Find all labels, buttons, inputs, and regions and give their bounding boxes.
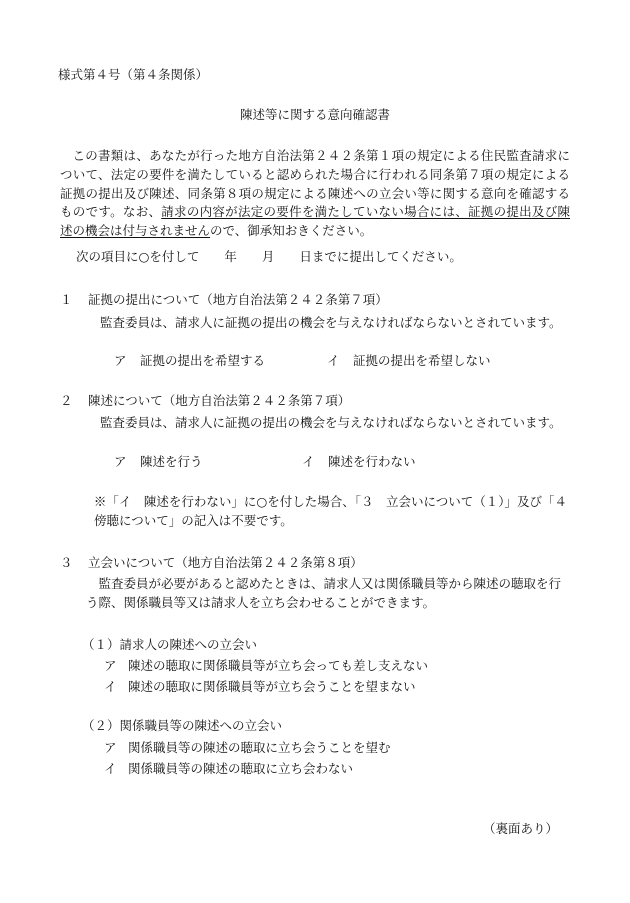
section-3-sub1-option-a[interactable] [104,657,428,676]
option-mark: イ [104,761,117,776]
intro-underlined-text: 請求の内容が法定の要件を満たしていない場合には、証拠の提出及び陳述の機会は付与されません [60,204,570,238]
section-3-sub2-option-i[interactable] [104,760,353,779]
option-label: 関係職員等の陳述の聴取に立ち会うことを望む [128,740,391,755]
intro-paragraph [60,147,570,241]
form-number: 様式第４号（第４条関係） [58,67,209,82]
section-1-title: 証拠の提出について（地方自治法第２４２条第７項） [88,292,388,307]
section-2-number: ２ [60,393,73,408]
option-label: 陳述を行う [140,454,203,469]
section-2-note: ※「イ 陳述を行わない」に○を付した場合、「３ 立会いについて（１）」及び「４傍聴について」の記入は不要です。 [93,494,568,528]
option-mark: イ [104,679,117,694]
section-2-title: 陳述について（地方自治法第２４２条第７項） [88,393,351,408]
section-3-sub2-heading: （２）関係職員等の陳述への立会い [82,718,283,733]
section-3-sub2-option-a[interactable] [104,739,391,758]
option-mark: ア [104,740,117,755]
option-mark: ア [104,658,117,673]
intro-text-2: ので、御承知おきください。 [210,223,373,238]
section-3-title: 立会いについて（地方自治法第２４２条第８項） [88,555,363,570]
section-3-number: ３ [60,555,73,570]
section-3-sub1-heading: （１）請求人の陳述への立会い [82,637,258,652]
intro-text-1: この書類は、あなたが行った地方自治法第２４２条第１項の規定による住民監査請求について、法定の要件を満たしていると認められた場合に行われる同条第７項の規定による証拠の提出及び陳述、同条第８項の規定による陳述への立会い等に関する意向を確認するものです。なお、 [60,148,570,220]
section-1-number: １ [60,292,73,307]
section-1-option-i[interactable] [327,352,491,371]
option-label: 陳述を行わない [328,454,416,469]
section-2-option-i[interactable] [302,453,416,472]
section-1-option-a[interactable] [114,352,265,371]
option-mark: ア [114,353,127,368]
option-label: 陳述の聴取に関係職員等が立ち会うことを望まない [128,679,416,694]
reverse-side-note: （裏面あり） [483,821,559,836]
option-label: 証拠の提出を希望する [140,353,266,368]
section-3-heading [60,554,363,573]
option-mark: ア [114,454,127,469]
section-3-sub1-option-i[interactable] [104,678,416,697]
option-label: 関係職員等の陳述の聴取に立ち会わない [128,761,354,776]
option-label: 陳述の聴取に関係職員等が立ち会っても差し支えない [128,658,429,673]
section-2-description: 監査委員は、請求人に証拠の提出の機会を与えなければならないとされています。 [100,415,562,430]
document-title: 陳述等に関する意向確認書 [239,107,390,122]
section-2-option-a[interactable] [114,453,203,472]
deadline-instruction: 次の項目に○を付して 年 月 日までに提出してください。 [76,249,462,264]
option-mark: イ [302,454,315,469]
section-1-heading [60,291,388,310]
section-1-description: 監査委員は、請求人に証拠の提出の機会を与えなければならないとされています。 [100,315,562,330]
section-3-description: 監査委員が必要があると認めたときは、請求人又は関係職員等から陳述の聴取を行う際、関係職員等又は請求人を立ち会わせることができます。 [86,576,562,610]
section-2-heading [60,392,350,411]
option-mark: イ [327,353,340,368]
option-label: 証拠の提出を希望しない [353,353,491,368]
